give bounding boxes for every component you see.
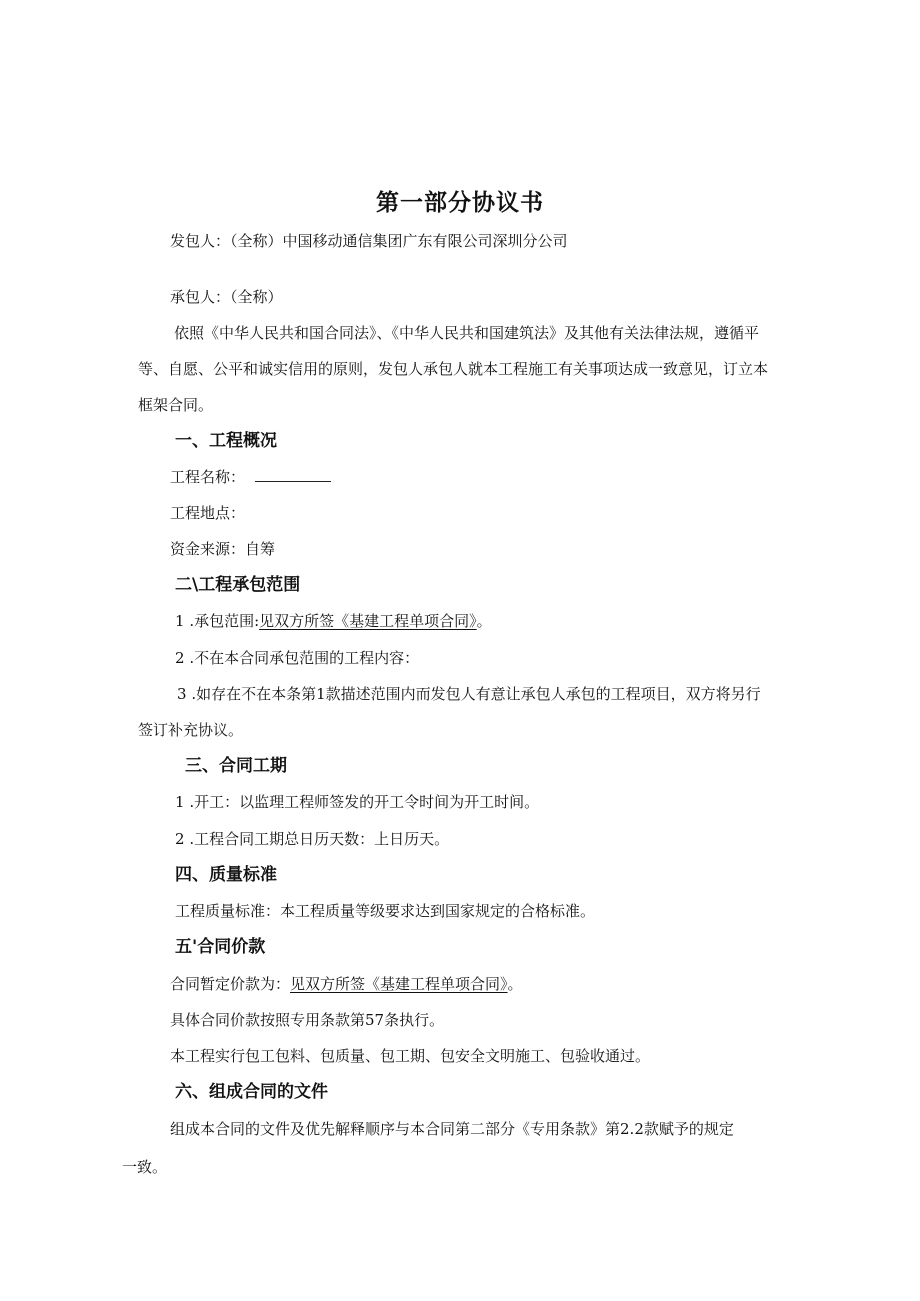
s3-item-1	[175, 792, 539, 812]
s2-item-3-text: .如存在不在本条第1款描述范围内而发包人有意让承包人承包的工程项目，双方将另行	[191, 685, 761, 703]
s3-item-2-text: .工程合同工期总日历天数：上日历天。	[189, 830, 450, 848]
s2-item-1-num: 1	[175, 612, 185, 630]
section-2-heading: 二\工程承包范围	[175, 575, 301, 595]
preamble-line-3: 框架合同。	[138, 396, 214, 414]
s2-item-3	[177, 684, 761, 704]
section-4-heading: 四、质量标准	[175, 865, 277, 885]
s3-item-2-num: 2	[175, 830, 185, 848]
price-clause: 具体合同价款按照专用条款第57条执行。	[170, 1011, 445, 1029]
section-1-heading: 一、工程概况	[175, 431, 277, 451]
project-name-blank	[255, 467, 331, 482]
s2-item-2-text: .不在本合同承包范围的工程内容：	[189, 649, 420, 667]
s3-item-2	[175, 829, 449, 849]
section-5-heading: 五'合同价款	[175, 937, 266, 957]
s2-item-2	[175, 648, 419, 668]
project-name-row	[170, 467, 331, 487]
s2-item-1-reference: 见双方所签《基建工程单项合同》	[259, 612, 477, 630]
s2-item-1	[175, 611, 492, 631]
section-3-heading: 三、合同工期	[185, 756, 287, 776]
fund-source: 资金来源：自筹	[170, 540, 276, 558]
price-reference: 见双方所签《基建工程单项合同》	[290, 975, 508, 993]
s2-item-3-cont: 签订补充协议。	[138, 721, 244, 739]
s6-line-2: 一致。	[122, 1158, 168, 1176]
section-6-heading: 六、组成合同的文件	[175, 1082, 328, 1102]
contract-scope-terms: 本工程实行包工包料、包质量、包工期、包安全文明施工、包验收通过。	[170, 1047, 651, 1065]
project-site-label: 工程地点：	[170, 504, 246, 522]
project-name-label: 工程名称：	[170, 468, 246, 486]
price-line	[170, 974, 523, 994]
preamble-line-1: 依照《中华人民共和国合同法》、《中华人民共和国建筑法》及其他有关法律法规，遵循平	[174, 324, 760, 342]
s3-item-1-text: .开工：以监理工程师签发的开工令时间为开工时间。	[189, 793, 540, 811]
s2-item-2-num: 2	[175, 649, 185, 667]
price-end: 。	[507, 975, 523, 993]
s3-item-1-num: 1	[175, 793, 185, 811]
s6-line-1: 组成本合同的文件及优先解释顺序与本合同第二部分《专用条款》第2.2款赋予的规定	[170, 1120, 734, 1138]
s2-item-3-num: 3	[177, 685, 187, 703]
s2-item-1-end: 。	[476, 612, 492, 630]
contractor-line: 承包人：（全称）	[170, 288, 283, 306]
quality-standard: 工程质量标准：本工程质量等级要求达到国家规定的合格标准。	[175, 902, 596, 920]
page-title: 第一部分协议书	[376, 190, 544, 216]
employer-line: 发包人：（全称）中国移动通信集团广东有限公司深圳分公司	[170, 232, 568, 250]
s2-item-1-label: .承包范围:	[189, 612, 260, 630]
preamble-line-2: 等、自愿、公平和诚实信用的原则，发包人承包人就本工程施工有关事项达成一致意见，订立本	[138, 360, 769, 378]
price-label: 合同暂定价款为：	[170, 975, 291, 993]
